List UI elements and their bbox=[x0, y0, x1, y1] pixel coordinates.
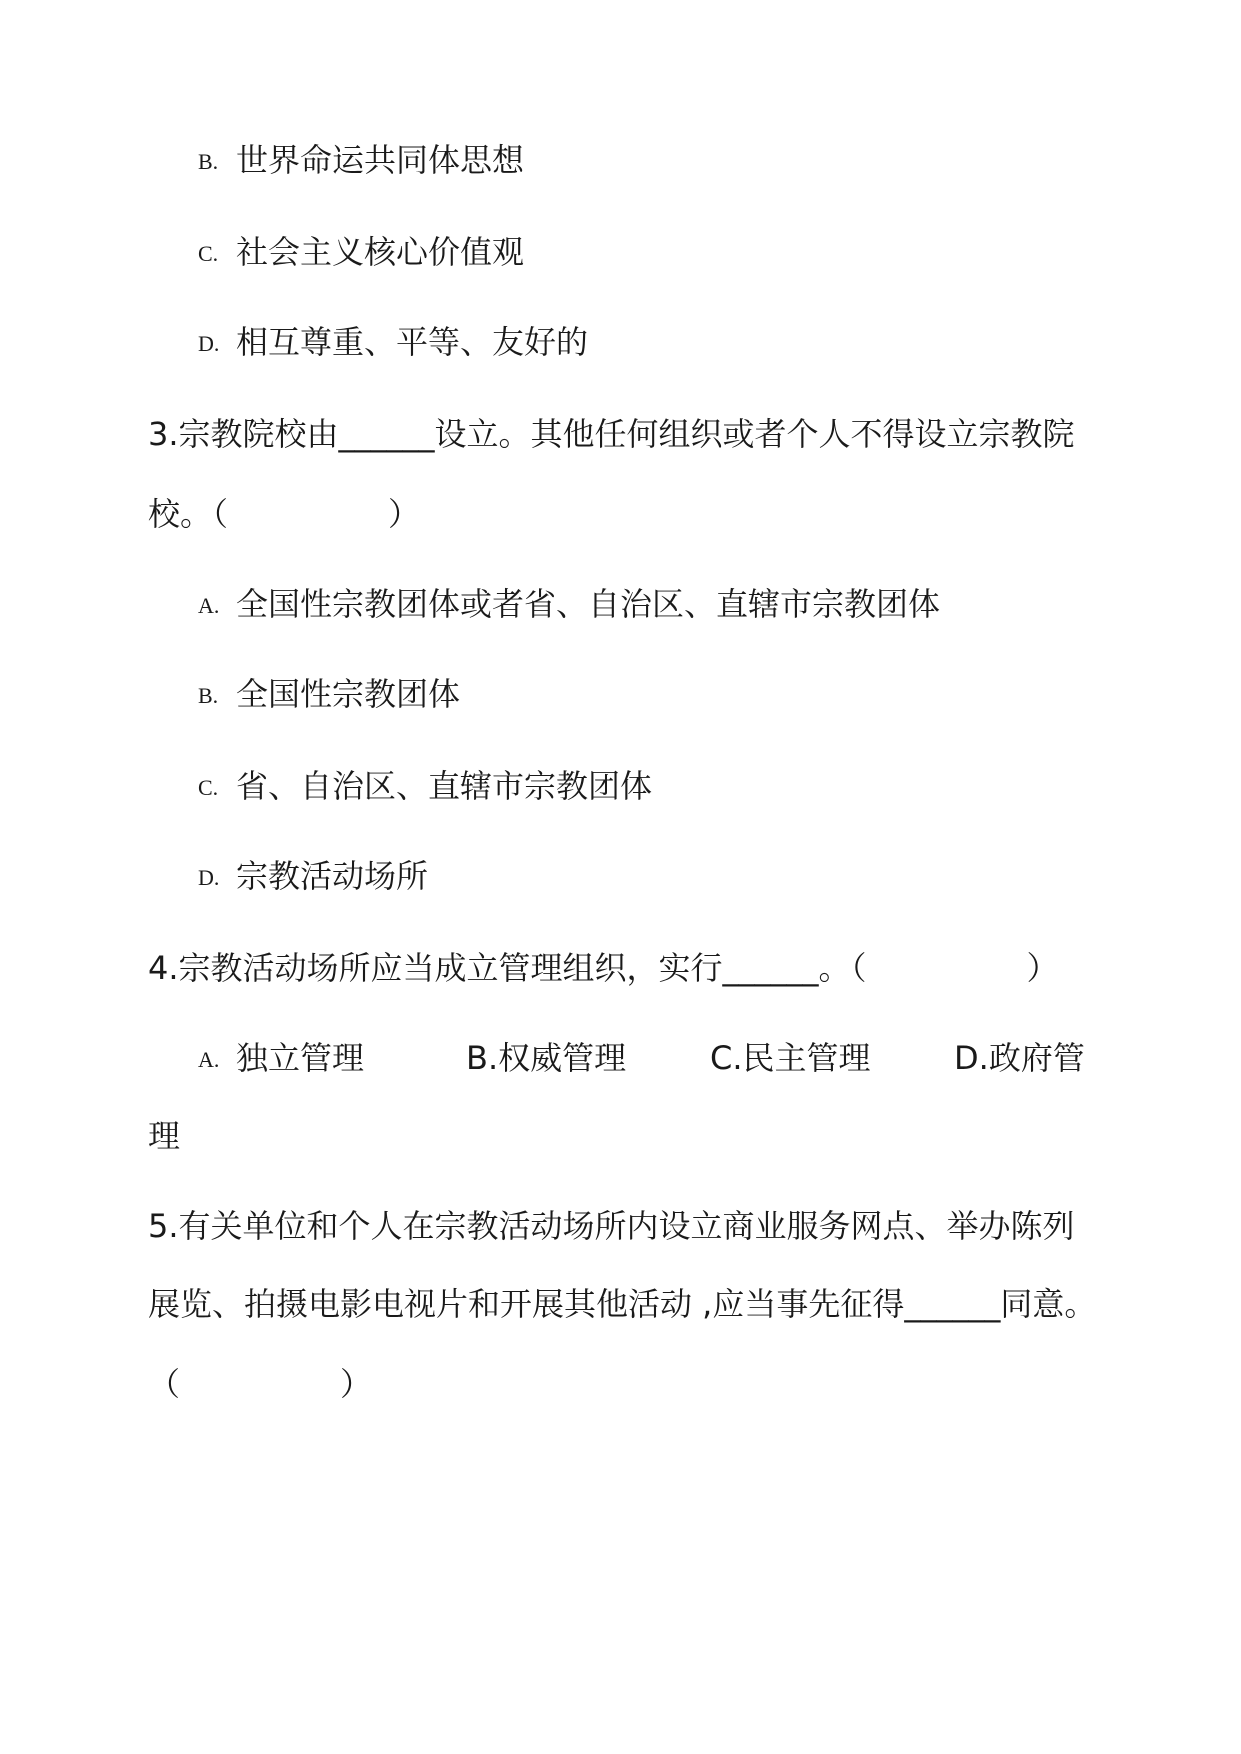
q3-option-d bbox=[198, 856, 428, 898]
q5-stem-line3: （ ） bbox=[148, 1365, 373, 1403]
option-text: 世界命运共同体思想 bbox=[236, 141, 525, 179]
q4-option-c: C.民主管理 bbox=[710, 1039, 871, 1077]
q5-stem-line2: 展览、拍摄电影电视片和开展其他活动 ,应当事先征得______同意。 bbox=[148, 1285, 1097, 1323]
option-text: 相互尊重、平等、友好的 bbox=[236, 323, 589, 361]
option-letter: D. bbox=[198, 331, 220, 356]
option-letter: A. bbox=[198, 1047, 220, 1072]
q4-option-a-text: 独立管理 bbox=[236, 1039, 365, 1077]
q3-option-b bbox=[198, 674, 460, 716]
q2-option-c bbox=[198, 232, 524, 274]
option-text: 省、自治区、直辖市宗教团体 bbox=[236, 767, 653, 805]
option-text: 全国性宗教团体或者省、自治区、直辖市宗教团体 bbox=[236, 585, 941, 623]
q3-option-c bbox=[198, 766, 652, 808]
q4-option-d-wrap: 理 bbox=[148, 1117, 181, 1155]
option-text: 宗教活动场所 bbox=[236, 857, 429, 895]
option-letter: D. bbox=[198, 865, 220, 890]
q4-option-b: B.权威管理 bbox=[466, 1039, 627, 1077]
q4-options-row bbox=[198, 1038, 1098, 1078]
option-text: 全国性宗教团体 bbox=[236, 675, 461, 713]
option-text: 社会主义核心价值观 bbox=[236, 233, 525, 271]
q3-stem-line1: 3.宗教院校由______设立。其他任何组织或者个人不得设立宗教院 bbox=[148, 415, 1075, 453]
q5-stem-line1: 5.有关单位和个人在宗教活动场所内设立商业服务网点、举办陈列 bbox=[148, 1207, 1075, 1245]
q3-stem-line2: 校。（ ） bbox=[148, 495, 421, 533]
q4-stem: 4.宗教活动场所应当成立管理组织，实行______。（ ） bbox=[148, 949, 1059, 987]
option-letter: A. bbox=[198, 593, 220, 618]
option-letter: C. bbox=[198, 241, 219, 266]
q2-option-d bbox=[198, 322, 588, 364]
option-letter: B. bbox=[198, 149, 219, 174]
option-letter: C. bbox=[198, 775, 219, 800]
q2-option-b bbox=[198, 140, 524, 182]
q4-option-d: D.政府管 bbox=[954, 1039, 1085, 1077]
option-letter: B. bbox=[198, 683, 219, 708]
q3-option-a bbox=[198, 584, 940, 626]
